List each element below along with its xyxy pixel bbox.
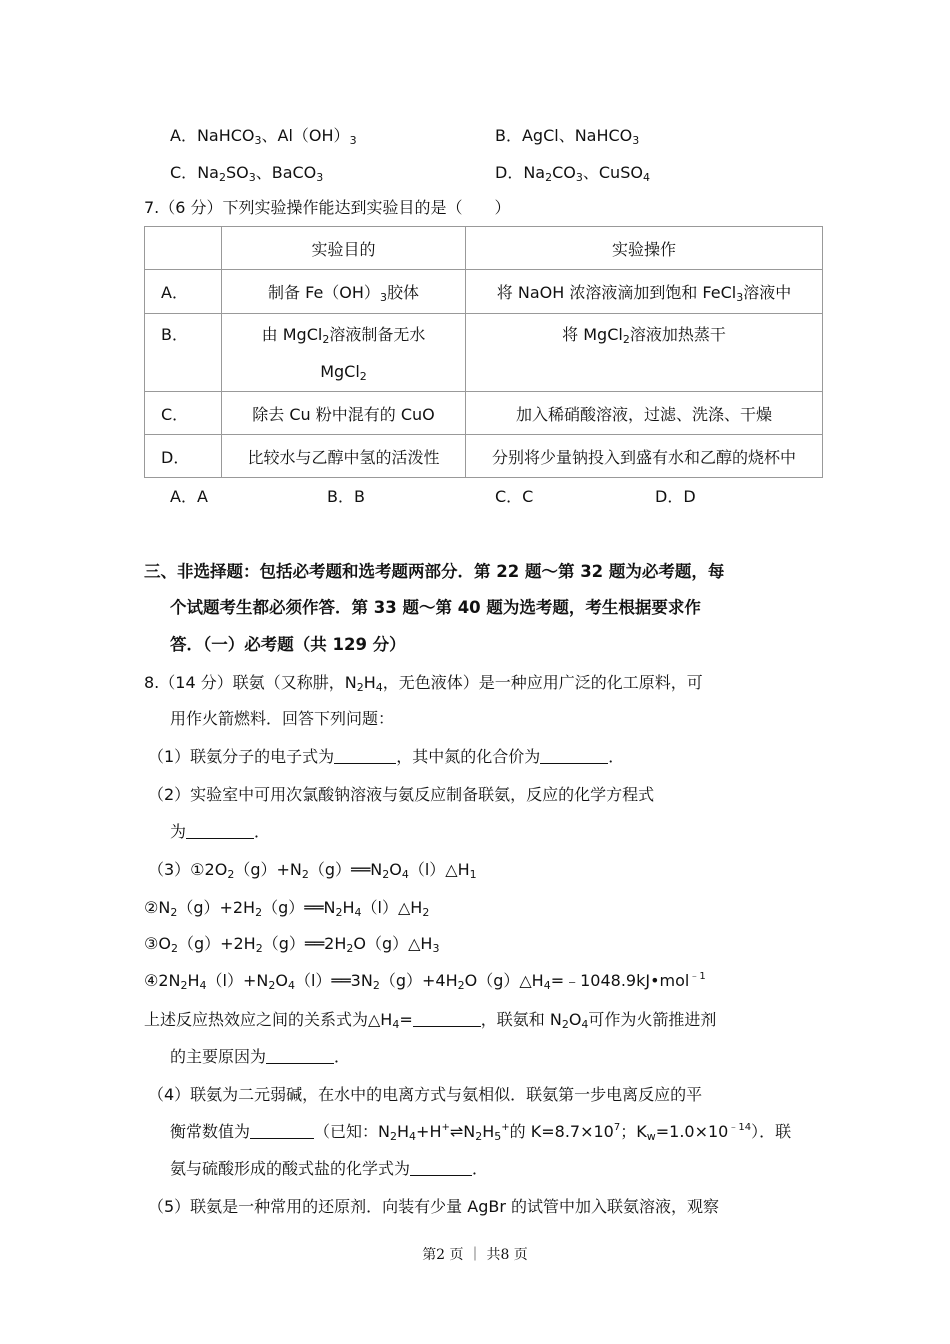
q7-option-d: D．D <box>655 487 696 506</box>
q6-option-d: D．$Na_2CO_3$、CuSO$_4$ <box>495 163 650 184</box>
q8-part4-line3: 氨与硫酸形成的酸式盐的化学式为 ． <box>170 1159 489 1178</box>
reaction-3: $③O_2(g)+2H_2(g)══2H_2O(g)\triangle H_3$ <box>144 934 440 955</box>
q8-part4-line1: （4）联氨为二元弱碱，在水中的电离方式与氨相似．联氨第一步电离反应的平 <box>148 1085 703 1104</box>
answer-blank[interactable] <box>540 747 608 764</box>
operation-cell: 将 NaOH 浓溶液滴加到饱和 FeCl$_3$溶液中 <box>466 270 823 314</box>
row-label: C． <box>145 392 222 435</box>
table-header-row <box>145 227 823 270</box>
answer-blank[interactable] <box>250 1122 314 1139</box>
header-operation: 实验操作 <box>466 227 823 270</box>
answer-blank[interactable] <box>413 1010 481 1027</box>
page-footer: 第2 页 ｜ 共8 页 <box>422 1247 528 1263</box>
header-blank-cell <box>145 227 222 270</box>
table-row <box>145 314 823 392</box>
purpose-cell: 比较水与乙醇中氢的活泼性 <box>222 435 466 478</box>
q8-part2-line1: （2）实验室中可用次氯酸钠溶液与氨反应制备联氨，反应的化学方程式 <box>148 785 655 804</box>
row-label: B． <box>145 314 222 392</box>
section-heading-line1: 三、非选择题：包括必考题和选考题两部分．第 22 题～第 32 题为必考题，每 <box>144 562 725 581</box>
q7-option-b: B．B <box>327 487 365 506</box>
header-purpose: 实验目的 <box>222 227 466 270</box>
q6-option-a: A．NaHCO$_3$、$Al(OH)_3$ <box>170 126 357 147</box>
q8-part2-line2: 为 ． <box>170 822 271 841</box>
q8-part5: （5）联氨是一种常用的还原剂．向装有少量 AgBr 的试管中加入联氨溶液，观察 <box>148 1197 720 1216</box>
q8-part1: （1）联氨分子的电子式为 ，其中氮的化合价为 ． <box>148 747 625 766</box>
answer-blank[interactable] <box>266 1047 334 1064</box>
q8-part4-line2: 衡常数值为 （已知：$N_2H_4+H^+\rightleftharpoons N_2H_5^+$的 $K=8.7\times 10^7$；$K_w=1.0\times 10^{﹣14}$）．联 <box>170 1122 792 1143</box>
q8-relation-line2: 的主要原因为 ． <box>170 1047 351 1066</box>
table-row <box>145 392 823 435</box>
q6-option-b: B．AgCl、NaHCO$_3$ <box>495 126 640 147</box>
answer-blank[interactable] <box>186 822 254 839</box>
purpose-cell: 除去 Cu 粉中混有的 CuO <box>222 392 466 435</box>
q8-stem-line2: 用作火箭燃料．回答下列问题： <box>170 709 395 728</box>
table-row <box>145 270 823 314</box>
answer-blank[interactable] <box>410 1159 472 1176</box>
operation-cell: 加入稀硝酸溶液，过滤、洗涤、干燥 <box>466 392 823 435</box>
q7-option-c: C．C <box>495 487 534 506</box>
experiment-table <box>144 226 823 478</box>
row-label: A． <box>145 270 222 314</box>
reaction-4: $④2N_2H_4(l)+N_2O_4(l)══3N_2(g)+4H_2O(g)\triangle H_4=﹣1048.9kJ•mol^{﹣1}$ <box>144 971 706 992</box>
operation-cell: 分别将少量钠投入到盛有水和乙醇的烧杯中 <box>466 435 823 478</box>
purpose-cell: 制备 $Fe(OH)_3$胶体 <box>222 270 466 314</box>
q8-stem-line1: 8.（14 分）联氨（又称肼，$N_2H_4$，无色液体）是一种应用广泛的化工原料，可 <box>144 673 703 694</box>
answer-blank[interactable] <box>334 747 396 764</box>
q7-stem: 7.（6 分）下列实验操作能达到实验目的是（ ） <box>144 198 511 217</box>
table-row <box>145 435 823 478</box>
q8-relation-line1: 上述反应热效应之间的关系式为$\triangle H_4=$ ，联氨和 $N_2O_4$可作为火箭推进剂 <box>144 1010 717 1031</box>
q6-option-c: C．$Na_2SO_3$、BaCO$_3$ <box>170 163 324 184</box>
q7-option-a: A．A <box>170 487 208 506</box>
row-label: D． <box>145 435 222 478</box>
reaction-1: $(3)①2O_2(g)+N_2(g)══N_2O_4(l)\triangle H_1$ <box>148 860 477 881</box>
reaction-2: $②N_2(g)+2H_2(g)══N_2H_4(l)\triangle H_2$ <box>144 898 430 919</box>
section-heading-line3: 答．（一）必考题（共 129 分） <box>170 635 406 654</box>
purpose-cell: 由 MgCl$_2$溶液制备无水 MgCl$_2$ <box>222 314 466 392</box>
operation-cell: 将 MgCl$_2$溶液加热蒸干 <box>466 314 823 392</box>
section-heading-line2: 个试题考生都必须作答．第 33 题～第 40 题为选考题，考生根据要求作 <box>170 598 701 617</box>
